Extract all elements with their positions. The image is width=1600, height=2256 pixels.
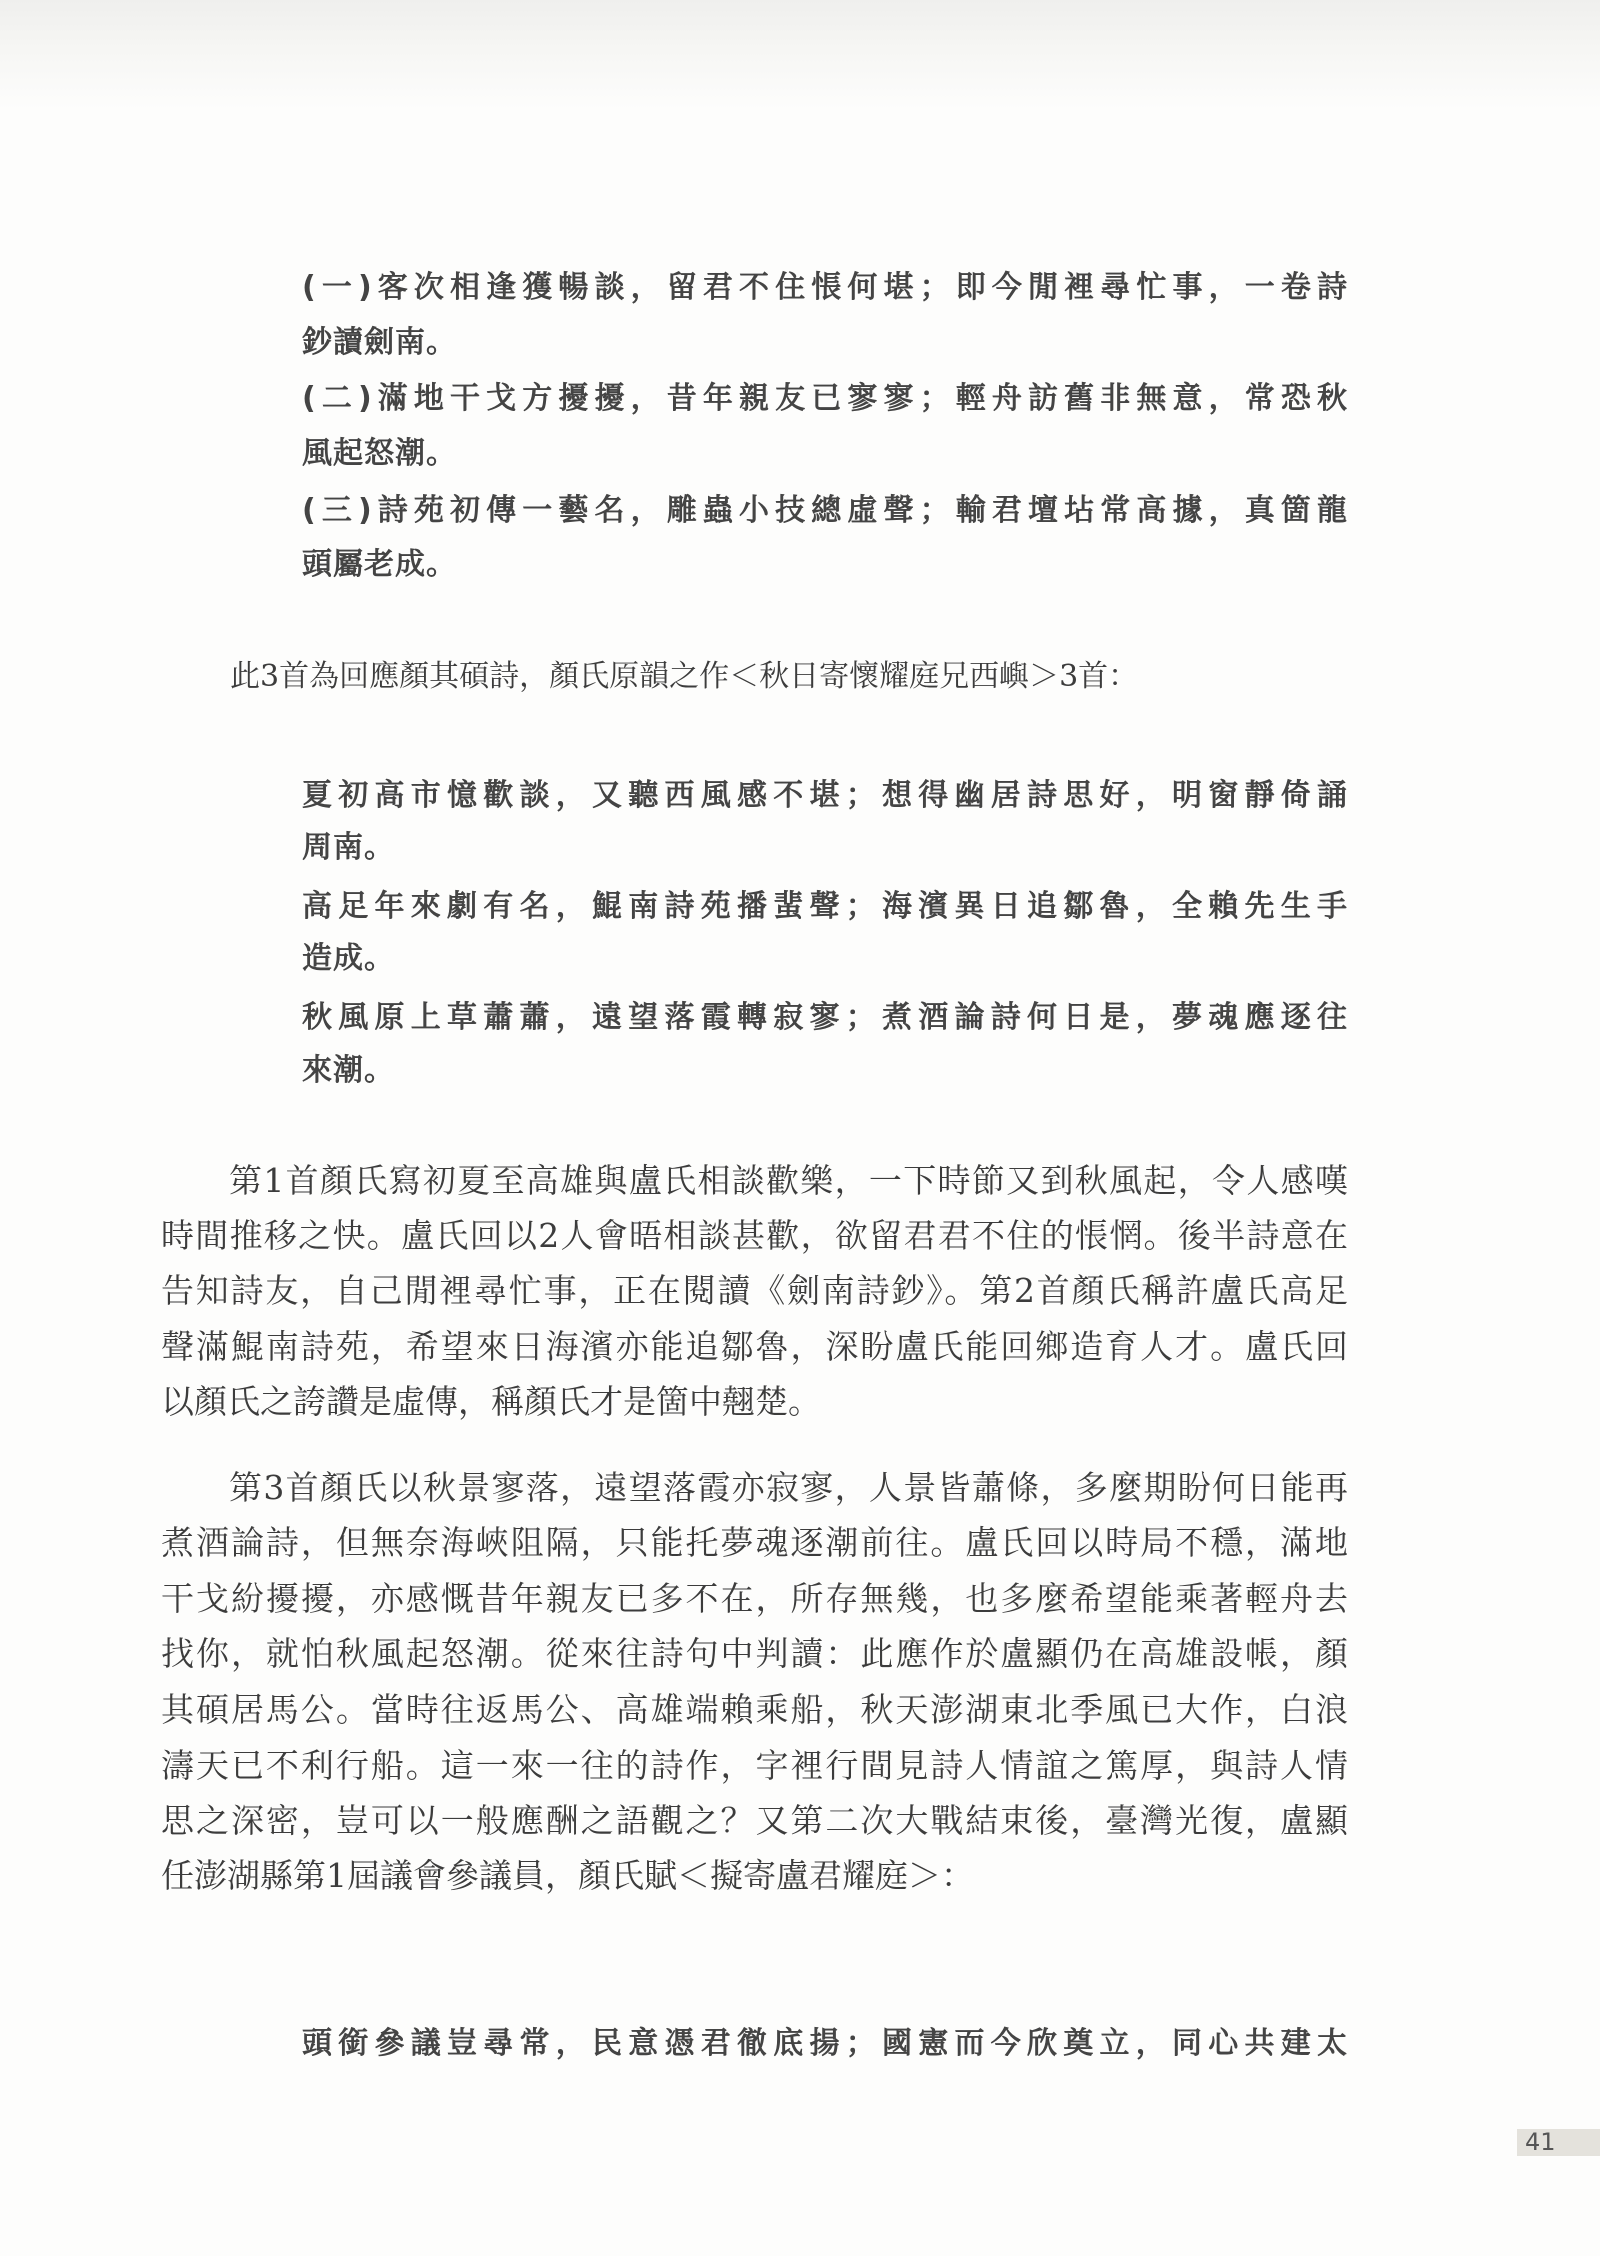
poem-line: 周南。 [302,830,395,865]
poem-line: 鈔讀劍南。 [302,325,457,360]
prose-line: 其碩居馬公。當時往返馬公、高雄端賴乘船，秋天澎湖東北季風已大作，白浪 [161,1690,1348,1729]
prose-line: 煮酒論詩，但無奈海峽阻隔，只能托夢魂逐潮前往。盧氏回以時局不穩，滿地 [161,1523,1348,1562]
poem-line: 高足年來劇有名，鯤南詩苑播蜚聲；海濱異日追鄒魯，全賴先生手 [302,889,1348,924]
prose-line: 第1首顏氏寫初夏至高雄與盧氏相談歡樂，一下時節又到秋風起，令人感嘆 [229,1161,1348,1200]
poem-line: 風起怒潮。 [302,436,457,471]
prose-line: 思之深密，豈可以一般應酬之語觀之？又第二次大戰結束後，臺灣光復，盧顯 [161,1801,1348,1840]
poem-line: (二)滿地干戈方擾擾，昔年親友已寥寥；輕舟訪舊非無意，常恐秋 [302,381,1348,416]
poem-line: 秋風原上草蕭蕭，遠望落霞轉寂寥；煮酒論詩何日是，夢魂應逐往 [302,1000,1348,1035]
prose-line: 任澎湖縣第1屆議會參議員，顏氏賦＜擬寄盧君耀庭＞： [161,1856,974,1895]
poem-line: (一)客次相逢獲暢談，留君不住悵何堪；即今閒裡尋忙事，一卷詩 [302,270,1348,305]
poem-line: 頭屬老成。 [302,547,457,582]
intro-text: 此3首為回應顏其碩詩，顏氏原韻之作＜秋日寄懷耀庭兄西嶼＞3首： [230,659,1139,694]
prose-line: 濤天已不利行船。這一來一往的詩作，字裡行間見詩人情誼之篤厚，與詩人情 [161,1746,1348,1785]
prose-line: 聲滿鯤南詩苑，希望來日海濱亦能追鄒魯，深盼盧氏能回鄉造育人才。盧氏回 [161,1327,1348,1366]
final-poem-line: 頭銜參議豈尋常，民意憑君徹底揚；國憲而今欣奠立，同心共建太 [302,2026,1348,2061]
poem-line: 夏初高市憶歡談，又聽西風感不堪；想得幽居詩思好，明窗靜倚誦 [302,778,1348,813]
poem-line: 造成。 [302,941,395,976]
prose-line: 以顏氏之誇讚是虛傳，稱顏氏才是箇中翹楚。 [161,1382,821,1421]
poem-line: (三)詩苑初傳一藝名，雕蟲小技總虛聲；輸君壇坫常高據，真箇龍 [302,493,1348,528]
prose-line: 第3首顏氏以秋景寥落，遠望落霞亦寂寥，人景皆蕭條，多麼期盼何日能再 [229,1468,1348,1507]
scan-shadow [0,0,1600,110]
page-number: 41 [1517,2129,1600,2156]
prose-line: 時間推移之快。盧氏回以2人會晤相談甚歡，欲留君君不住的悵惘。後半詩意在 [161,1216,1348,1255]
prose-line: 告知詩友，自己閒裡尋忙事，正在閱讀《劍南詩鈔》。第2首顏氏稱許盧氏高足 [161,1271,1348,1310]
prose-line: 干戈紛擾擾，亦感慨昔年親友已多不在，所存無幾，也多麼希望能乘著輕舟去 [161,1579,1348,1618]
poem-line: 來潮。 [302,1053,395,1088]
prose-line: 找你，就怕秋風起怒潮。從來往詩句中判讀：此應作於盧顯仍在高雄設帳，顏 [161,1634,1348,1673]
